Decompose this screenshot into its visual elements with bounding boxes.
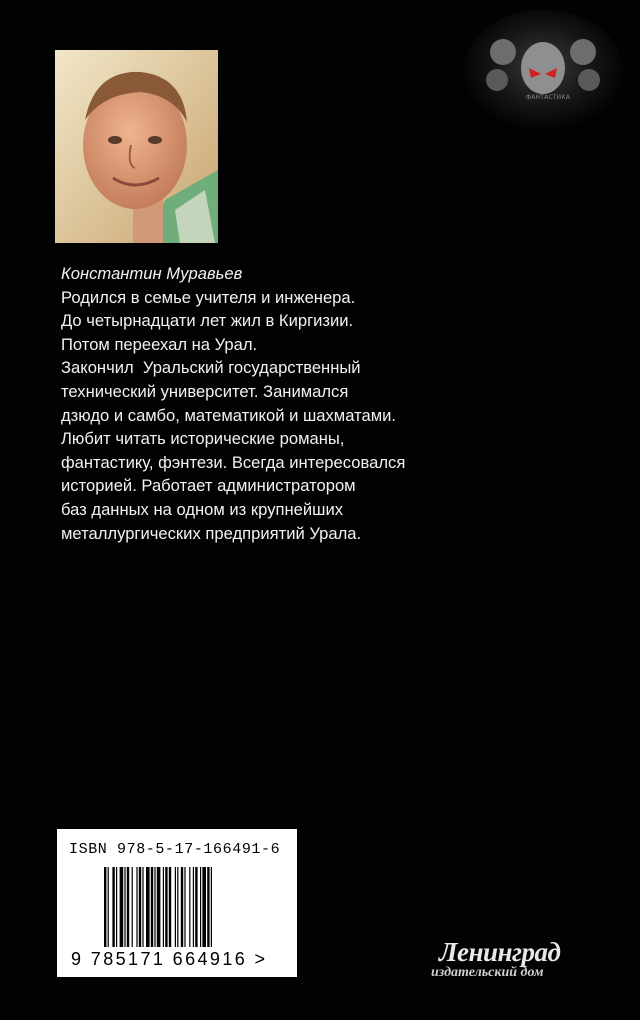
- barcode-bar: [146, 867, 150, 959]
- bio-line: историей. Работает администратором: [61, 476, 356, 496]
- barcode-bar: [120, 867, 124, 959]
- barcode-bar: [211, 867, 212, 959]
- barcode-bar: [200, 867, 201, 959]
- bio-line: Закончил Уральский государственный: [61, 358, 361, 378]
- barcode-bar: [116, 867, 117, 959]
- bio-line: До четырнадцати лет жил в Киргизии.: [61, 311, 354, 331]
- bio-line: Родился в семье учителя и инженера.: [61, 287, 356, 307]
- barcode-bar: [139, 867, 141, 959]
- barcode-bar: [169, 867, 171, 959]
- isbn-text: ISBN 978-5-17-166491-6: [69, 841, 281, 858]
- bio-line: дзюдо и самбо, математикой и шахматами.: [61, 405, 397, 425]
- barcode-bar: [181, 867, 183, 959]
- bio-line: Потом переехал на Урал.: [61, 334, 258, 354]
- publisher-logo: [425, 937, 600, 985]
- series-emblem: [455, 10, 625, 140]
- barcode-bar: [189, 867, 190, 959]
- barcode-bar: [165, 867, 167, 959]
- bio-line: технический университет. Занимался: [61, 381, 349, 401]
- bio-line: металлургических предприятий Урала.: [61, 523, 362, 543]
- barcode-bar: [163, 867, 164, 959]
- barcode-bar: [157, 867, 161, 959]
- barcode-bar: [193, 867, 194, 959]
- barcode-bar: [108, 867, 109, 959]
- bio-line: фантастику, фэнтези. Всегда интересовался: [61, 452, 406, 472]
- barcode-bar: [195, 867, 197, 959]
- author-name: Константин Муравьев: [61, 264, 243, 283]
- barcode-bar: [104, 867, 106, 959]
- barcode-bar: [154, 867, 155, 959]
- barcode-bars: [104, 867, 274, 959]
- publisher-name: Ленинград: [439, 937, 561, 967]
- author-photo: [55, 50, 218, 243]
- barcode-bar: [202, 867, 206, 959]
- bio-line: Любит читать исторические романы,: [61, 429, 345, 449]
- isbn-barcode: [55, 827, 299, 979]
- barcode-bar: [124, 867, 125, 959]
- barcode-bar: [207, 867, 209, 959]
- barcode-bar: [177, 867, 178, 959]
- bio-line: баз данных на одном из крупнейших: [61, 499, 344, 519]
- barcode-bar: [136, 867, 137, 959]
- barcode-bar: [127, 867, 129, 959]
- publisher-subtitle: издательский дом: [431, 965, 544, 980]
- barcode-bar: [175, 867, 176, 959]
- barcode-bar: [151, 867, 153, 959]
- barcode-bar: [112, 867, 114, 959]
- author-bio: [61, 262, 481, 545]
- emblem-caption: ФАНТАСТИКА: [525, 94, 571, 101]
- barcode-bar: [184, 867, 185, 959]
- barcode-bar: [132, 867, 133, 959]
- barcode-bar: [142, 867, 143, 959]
- barcode-digits: 9 785171 664916 >: [71, 949, 268, 969]
